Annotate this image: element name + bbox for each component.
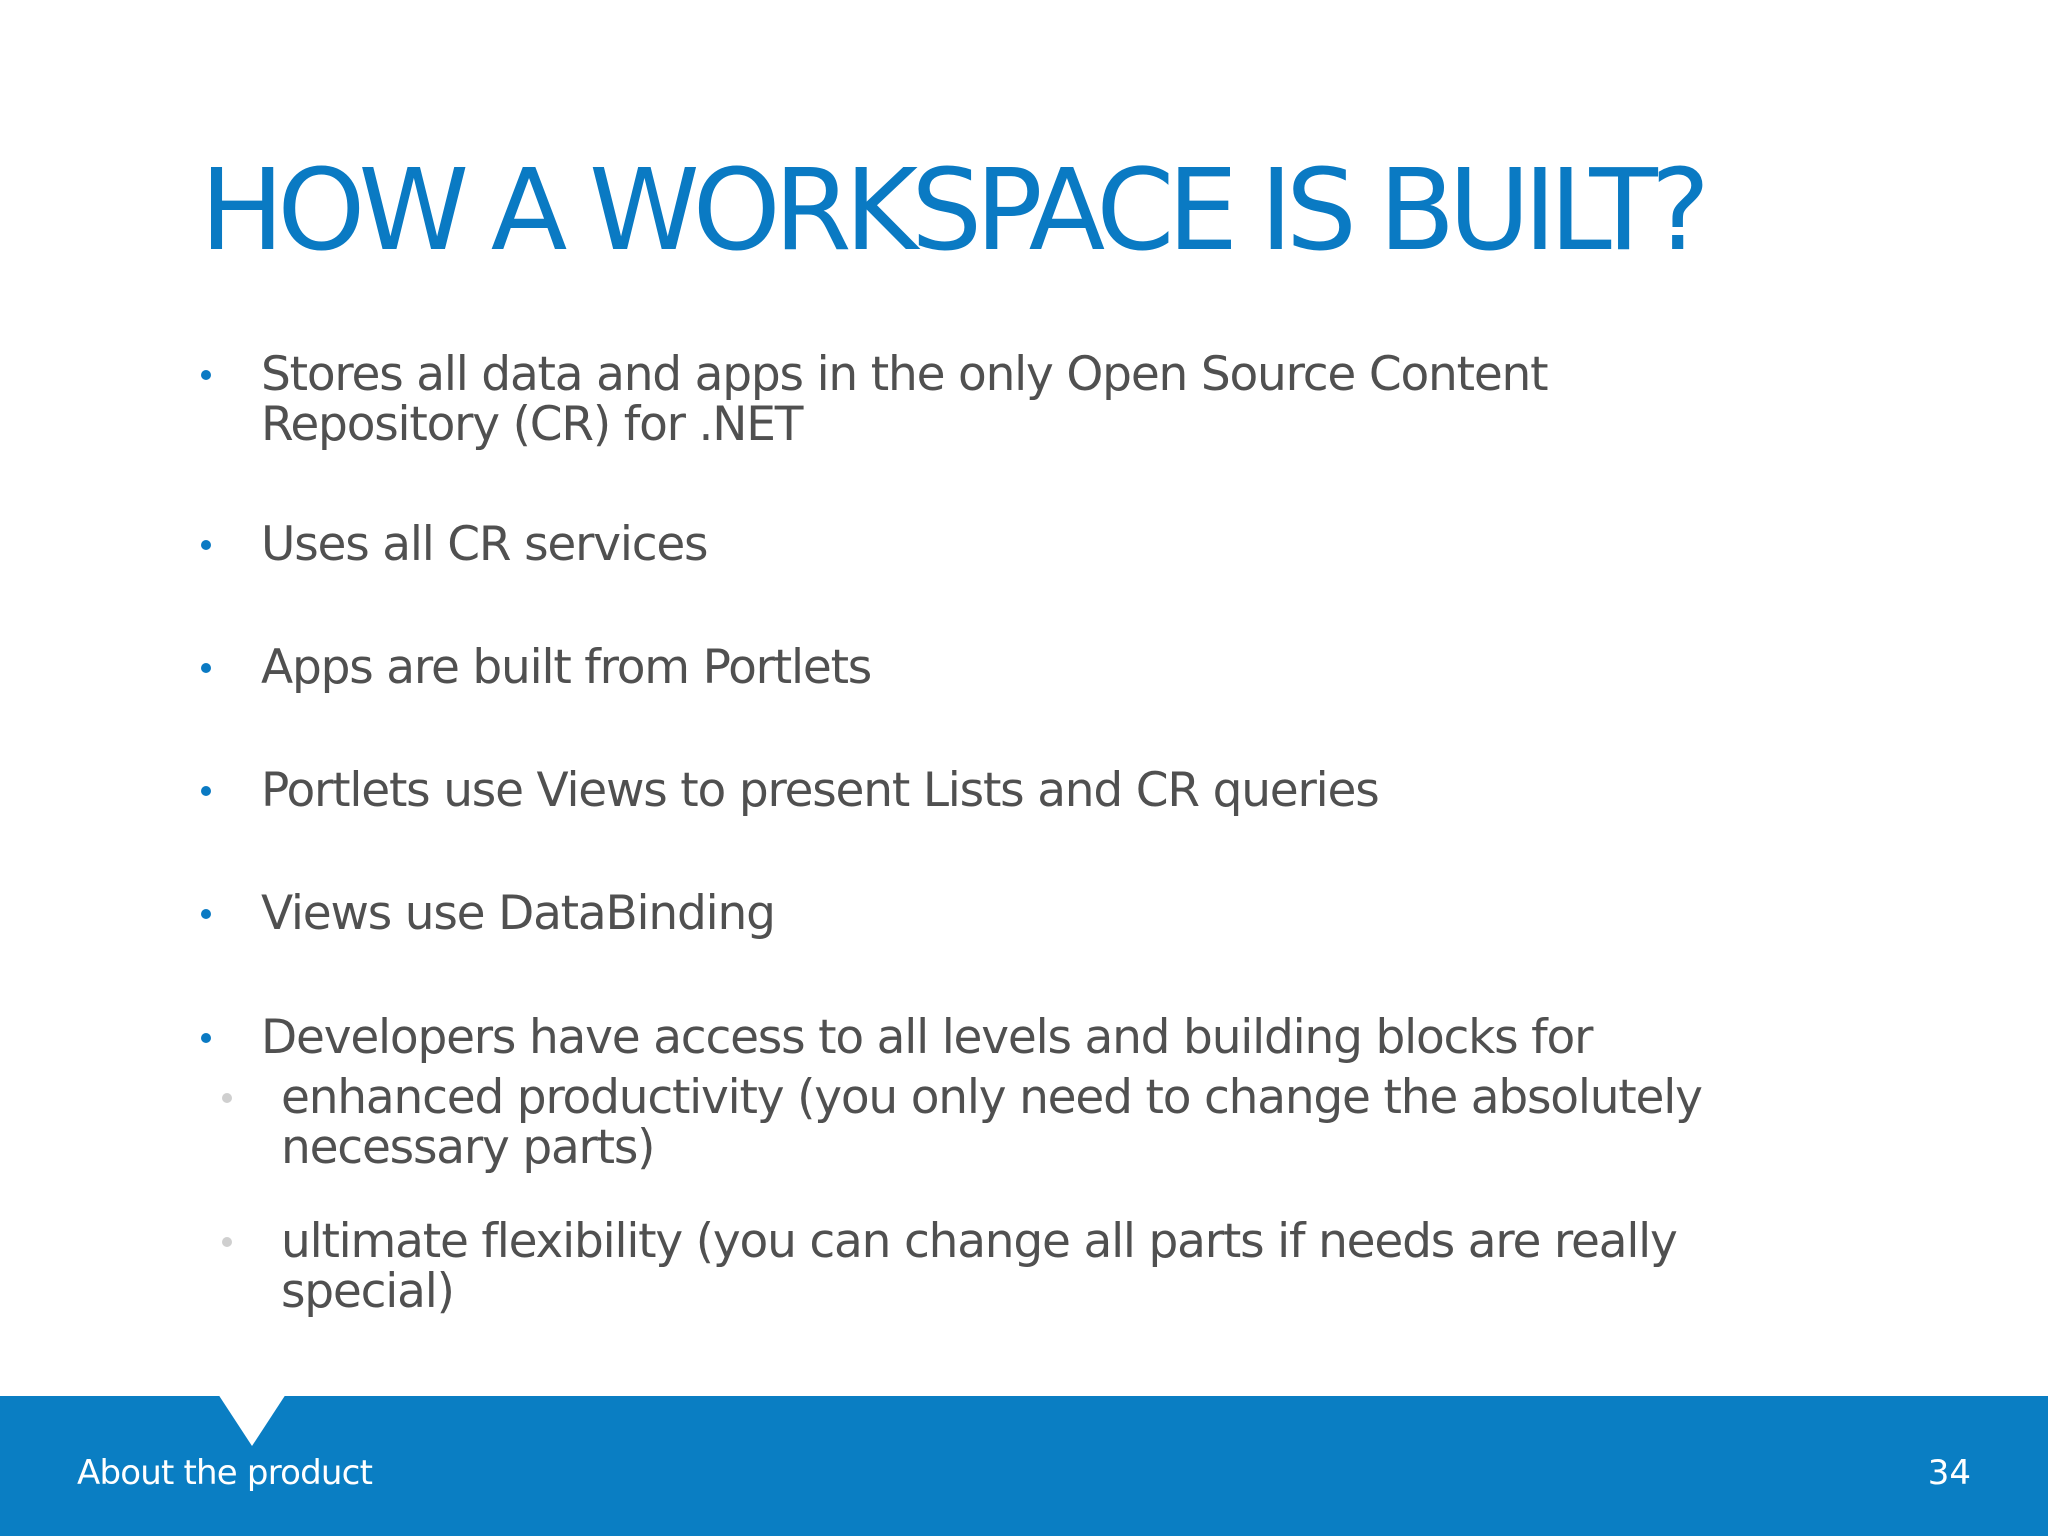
bullet-item: [261, 517, 708, 572]
bullet-line: special): [281, 1264, 454, 1319]
bullet-line: ultimate flexibility (you can change all parts if needs are really: [281, 1214, 1677, 1269]
bullet-line: Developers have access to all levels and building blocks for: [261, 1010, 1593, 1065]
bullet-item: [261, 640, 872, 695]
bullet-dot-icon: [201, 663, 211, 673]
bullet-dot-icon: [201, 786, 211, 796]
sub-bullet-dot-icon: [222, 1237, 232, 1247]
slide-title: HOW A WORKSPACE IS BUILT?: [200, 146, 1704, 276]
bullet-dot-icon: [201, 540, 211, 550]
bullet-item: [261, 1010, 1593, 1065]
bullet-line: Portlets use Views to present Lists and CR queries: [261, 763, 1379, 818]
sub-bullet-dot-icon: [222, 1093, 232, 1103]
bullet-dot-icon: [201, 370, 211, 380]
sub-bullet-item: [281, 1070, 1702, 1175]
bullet-line: necessary parts): [281, 1120, 655, 1175]
bullet-item: [261, 886, 775, 941]
bullet-line: Views use DataBinding: [261, 886, 775, 941]
bullet-line: Repository (CR) for .NET: [261, 397, 803, 452]
bullet-item: [261, 347, 1548, 452]
bullet-line: Uses all CR services: [261, 517, 708, 572]
sub-bullet-item: [281, 1214, 1677, 1319]
bullet-dot-icon: [201, 909, 211, 919]
page-number: 34: [1927, 1453, 1971, 1493]
bullet-item: [261, 763, 1379, 818]
bullet-line: Stores all data and apps in the only Open Source Content: [261, 347, 1548, 402]
bullet-dot-icon: [201, 1033, 211, 1043]
footer-section-label: About the product: [77, 1453, 373, 1493]
bullet-line: enhanced productivity (you only need to change the absolutely: [281, 1070, 1702, 1125]
bullet-line: Apps are built from Portlets: [261, 640, 872, 695]
footer-notch: [218, 1394, 286, 1446]
